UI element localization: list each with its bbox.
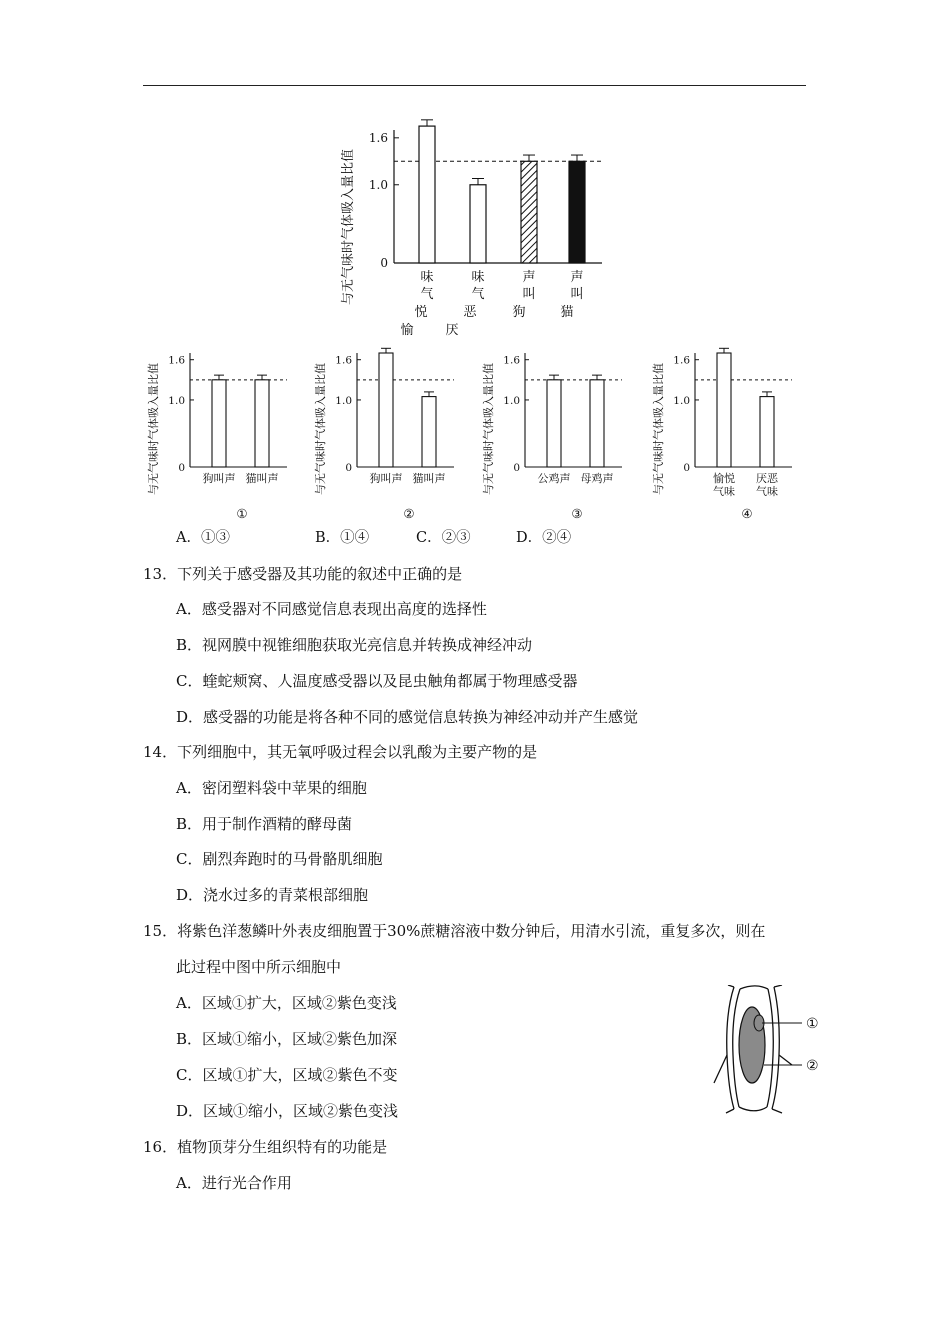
q15-option-c: C．区域①扩大，区域②紫色不变 xyxy=(176,1066,398,1084)
q14-option-a: A．密闭塑料袋中苹果的细胞 xyxy=(176,779,367,797)
q14-option-b: B．用于制作酒精的酵母菌 xyxy=(176,815,353,833)
bar xyxy=(419,126,435,263)
q15-option-d: D．区域①缩小，区域②紫色变浅 xyxy=(176,1102,399,1120)
category-label: 猫 xyxy=(560,305,574,320)
q15-option-a: A．区域①扩大，区域②紫色变浅 xyxy=(176,994,397,1012)
answer-option-a: A．①③ xyxy=(176,530,230,546)
chart-2 xyxy=(309,345,469,525)
y-tick-label: 0 xyxy=(178,462,185,474)
category-label: 猫叫声 xyxy=(412,472,446,485)
category-label: 叫 xyxy=(522,287,536,302)
q13-option-a: A．感受器对不同感觉信息表现出高度的选择性 xyxy=(176,600,487,618)
bar xyxy=(212,380,226,467)
bar xyxy=(547,380,561,467)
bar xyxy=(255,380,269,467)
y-axis-label: 与无气味时气体吸入量比值 xyxy=(314,363,327,495)
answer-option-b: B．①④ xyxy=(315,530,370,546)
cell-label-2: ② xyxy=(806,1058,819,1074)
y-axis-label: 与无气味时气体吸入量比值 xyxy=(341,148,356,305)
category-label: 味 xyxy=(420,270,434,285)
category-label: 愉悦 xyxy=(713,472,735,485)
chart-number-label: ② xyxy=(403,506,415,521)
y-tick-label: 1.6 xyxy=(335,354,352,367)
y-tick-label: 1.0 xyxy=(503,394,520,407)
category-label: 狗叫声 xyxy=(202,472,236,485)
category-label: 气味 xyxy=(756,485,778,498)
question-15-stem-continued: 此过程中图中所示细胞中 xyxy=(176,958,342,976)
cell-label-1: ① xyxy=(806,1016,819,1032)
y-tick-label: 1.0 xyxy=(368,177,388,192)
category-label: 悦 xyxy=(414,305,428,320)
question-15-stem: 15．将紫色洋葱鳞叶外表皮细胞置于30%蔗糖溶液中数分钟后，用清水引流，重复多次，则在 xyxy=(143,922,766,940)
chart-1 xyxy=(142,345,302,525)
y-tick-label: 1.6 xyxy=(503,354,520,367)
bar xyxy=(379,353,393,467)
category-label: 叫 xyxy=(570,287,584,302)
q15-option-b: B．区域①缩小，区域②紫色加深 xyxy=(176,1030,398,1048)
y-tick-label: 0 xyxy=(380,256,388,270)
bar xyxy=(521,161,537,263)
category-label: 味 xyxy=(471,270,485,285)
bar xyxy=(590,380,604,467)
category-label: 气 xyxy=(471,287,485,302)
category-label: 厌 xyxy=(445,323,459,338)
category-label: 母鸡声 xyxy=(580,472,614,485)
q13-option-d: D．感受器的功能是将各种不同的感觉信息转换为神经冲动并产生感觉 xyxy=(176,708,639,726)
y-tick-label: 1.0 xyxy=(335,394,352,407)
category-label: 声 xyxy=(522,270,536,285)
y-axis-label: 与无气味时气体吸入量比值 xyxy=(147,363,160,495)
category-label: 狗 xyxy=(512,305,526,320)
bar xyxy=(717,353,731,467)
question-14-stem: 14．下列细胞中，其无氧呼吸过程会以乳酸为主要产物的是 xyxy=(143,743,538,761)
q14-option-c: C．剧烈奔跑时的马骨骼肌细胞 xyxy=(176,850,383,868)
question-16-stem: 16．植物顶芽分生组织特有的功能是 xyxy=(143,1138,388,1156)
answer-option-c: C．②③ xyxy=(416,530,471,546)
answer-option-d: D．②④ xyxy=(516,530,572,546)
bar xyxy=(422,397,436,467)
category-label: 猫叫声 xyxy=(245,472,279,485)
y-tick-label: 1.6 xyxy=(368,130,388,145)
category-label: 气 xyxy=(420,287,434,302)
y-tick-label: 0 xyxy=(345,462,352,474)
main-bar-chart xyxy=(330,115,630,345)
y-tick-label: 1.6 xyxy=(168,354,185,367)
bar xyxy=(569,161,585,263)
chart-number-label: ④ xyxy=(741,506,753,521)
chart-3 xyxy=(477,345,637,525)
category-label: 恶 xyxy=(463,305,477,320)
q13-option-c: C．蝰蛇颊窝、人温度感受器以及昆虫触角都属于物理感受器 xyxy=(176,672,578,690)
bar xyxy=(760,397,774,467)
y-tick-label: 1.0 xyxy=(168,394,185,407)
category-label: 气味 xyxy=(713,485,735,498)
category-label: 狗叫声 xyxy=(369,472,403,485)
y-tick-label: 1.0 xyxy=(673,394,690,407)
y-axis-label: 与无气味时气体吸入量比值 xyxy=(652,363,665,495)
y-tick-label: 1.6 xyxy=(673,354,690,367)
y-axis-label: 与无气味时气体吸入量比值 xyxy=(482,363,495,495)
category-label: 声 xyxy=(570,270,584,285)
y-tick-label: 0 xyxy=(683,462,690,474)
header-rule xyxy=(143,85,806,86)
chart-number-label: ③ xyxy=(571,506,583,521)
category-label: 公鸡声 xyxy=(537,472,571,485)
q16-option-a: A．进行光合作用 xyxy=(176,1174,292,1192)
category-label: 愉 xyxy=(400,323,414,338)
category-label: 厌恶 xyxy=(756,472,778,485)
onion-cell-figure xyxy=(712,985,832,1115)
chart-4 xyxy=(647,345,807,525)
q13-option-b: B．视网膜中视锥细胞获取光亮信息并转换成神经冲动 xyxy=(176,636,533,654)
bar xyxy=(470,185,486,263)
question-13-stem: 13．下列关于感受器及其功能的叙述中正确的是 xyxy=(143,565,463,583)
chart-number-label: ① xyxy=(236,506,248,521)
y-tick-label: 0 xyxy=(513,462,520,474)
q14-option-d: D．浇水过多的青菜根部细胞 xyxy=(176,886,369,904)
